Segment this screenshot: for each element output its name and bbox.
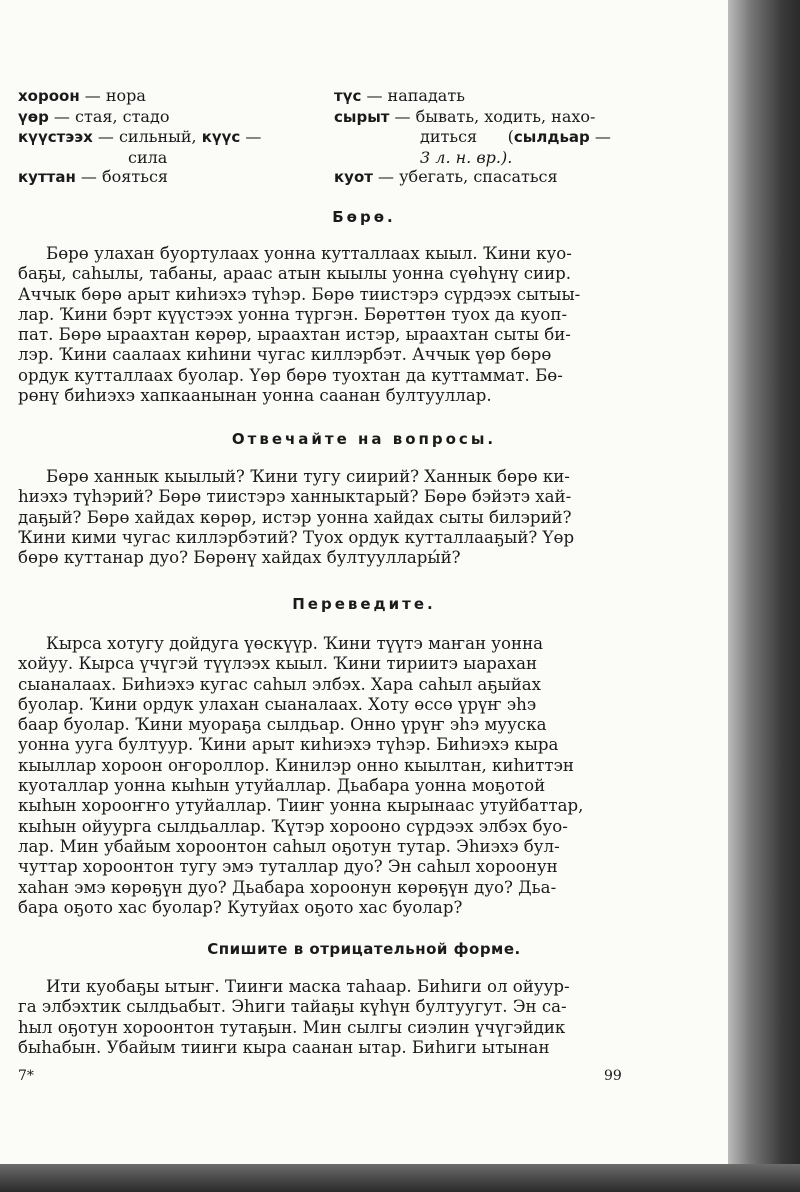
vocab-word: хороон xyxy=(18,87,80,105)
text-line: даҕый? Бөрө хайдах көрөр, истэр уонна хайдах сыты билэрий? xyxy=(18,507,572,527)
section-title-negative-form: Спишите в отрицательной форме. xyxy=(207,940,521,958)
text-line: быһабын. Убайым тииҥи кыра саанан ытар. Биһиги ытынан xyxy=(18,1037,550,1057)
page-number: 99 xyxy=(604,1068,622,1084)
text-line: Аччык бөрө арыт киһиэхэ түһэр. Бөрө тиистэрэ сүрдээх сытыы- xyxy=(18,284,581,304)
vocab-gloss: — бывать, ходить, нахо- xyxy=(389,106,596,126)
text-line: һыл оҕотун хороонтон тутаҕын. Мин сылгы сиэлин үчүгэйдик xyxy=(18,1017,566,1037)
vocabulary-list xyxy=(18,86,638,188)
vocab-gloss: — нападать xyxy=(361,86,465,105)
vocab-entry xyxy=(18,127,334,148)
text-line: бөрө куттанар дуо? Бөрөнү хайдах бултууллары́й? xyxy=(18,548,461,568)
text-line: баар буолар. Ҡини муораҕа сылдьар. Онно үрүҥ эһэ мууска xyxy=(18,715,547,735)
vocab-word: куттан xyxy=(18,168,76,186)
text-line: Ити куобаҕы ытыҥ. Тииҥи маска таһаар. Биһиги ол ойуур- xyxy=(46,977,570,996)
vocab-gloss: — стая, стадо xyxy=(48,106,170,126)
text-line: пат. Бөрө ыраахтан көрөр, ыраахтан истэр, ыраахтан сыты би- xyxy=(18,325,571,345)
section-title-translate: Переведите. xyxy=(292,595,436,613)
text-line: баҕы, саһылы, табаны, араас атын кыылы уонна сүөһүнү сиир. xyxy=(18,264,572,284)
vocab-entry xyxy=(18,86,334,107)
vocab-gloss: — бояться xyxy=(75,167,168,186)
vocab-entry xyxy=(18,107,334,128)
page-bottom-shadow xyxy=(0,1164,800,1192)
text-line: куоталлар уонна кыһын утуйаллар. Дьабара уонна моҕотой xyxy=(18,776,546,796)
text-line: хойуу. Кырса үчүгэй түүлээх кыыл. Ҡини тириитэ ыарахан xyxy=(18,654,538,674)
vocabulary-column-left xyxy=(18,86,334,188)
text-paragraph-questions xyxy=(18,467,624,568)
text-paragraph-bore xyxy=(18,244,624,406)
vocab-entry xyxy=(334,107,634,128)
vocab-word: сылдьар xyxy=(513,128,590,146)
vocab-gloss: диться ( xyxy=(420,127,514,146)
section-title-bore: Бөрө. xyxy=(332,208,396,226)
text-line: лар. Мин убайым хороонтон саһыл оҕотун тутар. Эһиэхэ бул- xyxy=(18,836,560,856)
page-edge-shadow xyxy=(728,0,800,1192)
text-line: чуттар хороонтон тугу эмэ туталлар дуо? Эн саһыл хороонун xyxy=(18,857,558,877)
text-line: Ҡини кими чугас киллэрбэтий? Туох ордук кутталлааҕый? Үөр xyxy=(18,527,575,547)
text-line: хаһан эмэ көрөҕүн дуо? Дьабара хороонун көрөҕүн дуо? Дьа- xyxy=(18,877,557,897)
vocab-word: сырыт xyxy=(334,107,390,126)
vocab-gloss: — xyxy=(589,127,611,146)
text-line: ордук кутталлаах буолар. Үөр бөрө туохтан да куттаммат. Бө- xyxy=(18,365,563,385)
vocab-entry-continuation: сила xyxy=(128,147,168,167)
text-line: Бөрө улахан буортулаах уонна кутталлаах кыыл. Ҡини куо- xyxy=(46,244,572,263)
text-line: кыыллар хороон оҥороллор. Кинилэр онно кыылтан, киһиттэн xyxy=(18,755,574,775)
vocab-gloss: — сильный, xyxy=(92,127,202,146)
text-line: кыһын хорооҥҥо утуйаллар. Тииҥ уонна кырынаас утуйбаттар, xyxy=(18,796,584,816)
text-line: уонна ууга бултуур. Ҡини арыт киһиэхэ түһэр. Биһиэхэ кыра xyxy=(18,735,559,755)
text-line: кыһын ойуурга сылдьаллар. Ҡүтэр хорооно сүрдээх элбэх буо- xyxy=(18,816,568,836)
text-line: лэр. Ҡини саалаах киһини чугас киллэрбэт. Аччык үөр бөрө xyxy=(18,345,552,365)
vocab-entry xyxy=(334,86,634,107)
vocab-gloss: — xyxy=(240,127,262,146)
vocabulary-column-right xyxy=(334,86,634,188)
vocab-grammar-note: 3 л. н. вр.). xyxy=(420,147,513,167)
text-paragraph-negative-form xyxy=(18,977,624,1058)
vocab-word: түс xyxy=(334,87,362,105)
vocab-entry xyxy=(18,167,334,188)
vocab-entry xyxy=(334,167,634,188)
vocab-word: үөр xyxy=(18,107,49,126)
vocab-gloss: — нора xyxy=(79,86,146,105)
text-line: рөнү биһиэхэ хапкаанынан уонна саанан бултууллар. xyxy=(18,386,492,406)
text-line: Бөрө ханнык кыылый? Ҡини тугу сиирий? Ханнык бөрө ки- xyxy=(46,467,570,486)
vocab-gloss: — убегать, спасаться xyxy=(372,167,558,186)
text-line: бара оҕото хас буолар? Кутуйах оҕото хас буолар? xyxy=(18,897,463,917)
text-line: Кырса хотугу дойдуга үөскүүр. Ҡини түүтэ маҥан уонна xyxy=(46,634,544,653)
text-line: буолар. Ҡини ордук улахан сыаналаах. Хоту өссө үрүҥ эһэ xyxy=(18,694,537,714)
section-title-questions: Отвечайте на вопросы. xyxy=(231,430,497,448)
text-line: сыаналаах. Биһиэхэ кугас саһыл элбэх. Хара саһыл аҕыйах xyxy=(18,674,542,694)
vocab-word: күүс xyxy=(201,128,241,146)
vocab-entry-continuation xyxy=(334,127,634,148)
vocab-word: куот xyxy=(334,168,373,186)
text-line: га элбэхтик сылдьабыт. Эһиги тайаҕы күһүн бултуугут. Эн са- xyxy=(18,997,567,1017)
text-line: һиэхэ түһэрий? Бөрө тиистэрэ ханныктарый? Бөрө бэйэтэ хай- xyxy=(18,487,572,507)
signature-mark: 7* xyxy=(18,1068,34,1084)
vocab-word: күүстээх xyxy=(18,128,93,146)
text-paragraph-translate xyxy=(18,634,624,918)
text-line: лар. Ҡини бэрт күүстээх уонна түргэн. Бөрөттөн туох да куоп- xyxy=(18,304,568,324)
